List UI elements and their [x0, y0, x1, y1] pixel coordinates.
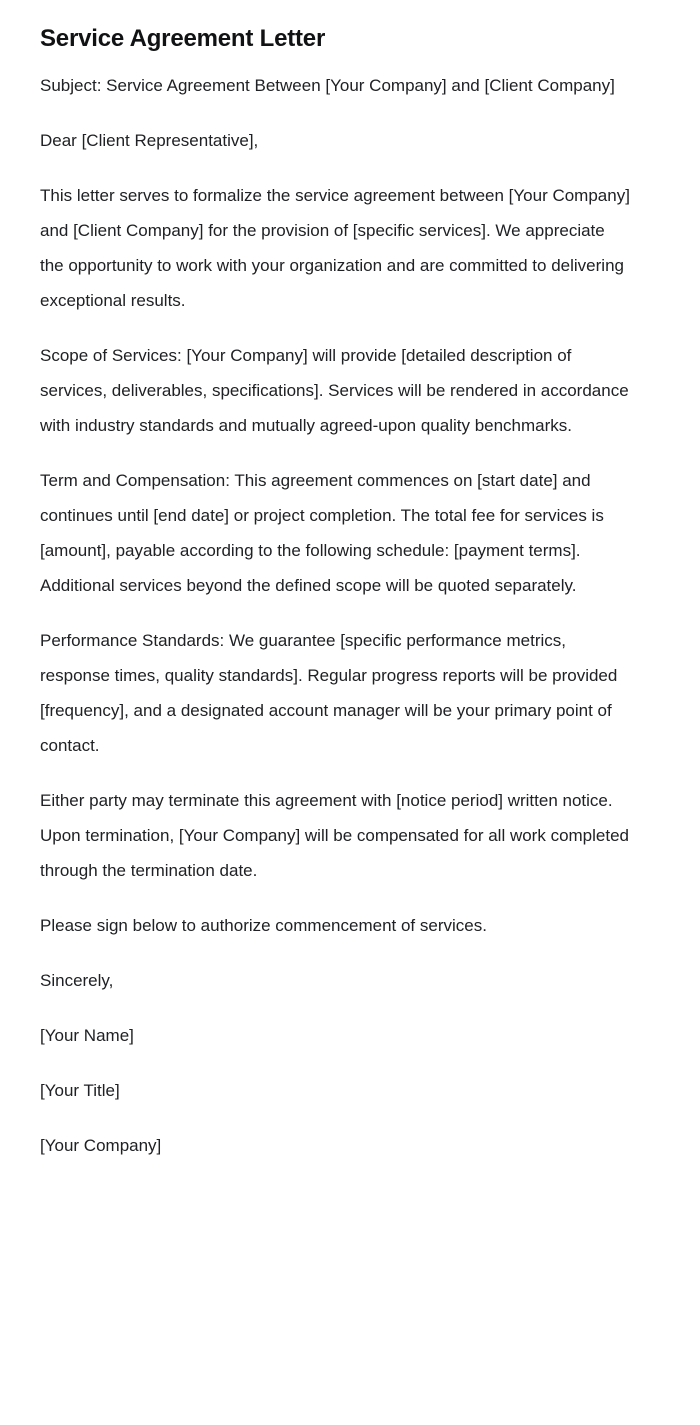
- scope-of-services-paragraph: Scope of Services: [Your Company] will provide [detailed description of services, deliverables, specifications]. Services will be rendered in accordance with industry standards and mutually agreed-upon quality benchmarks.: [40, 346, 629, 435]
- term-and-compensation-paragraph: Term and Compensation: This agreement commences on [start date] and continues until [end date] or project completion. The total fee for services is [amount], payable according to the following schedule: [payment terms]. Additional services beyond the defined scope will be quoted separately.: [40, 471, 604, 595]
- closing: Sincerely,: [40, 971, 114, 990]
- salutation: Dear [Client Representative],: [40, 131, 259, 150]
- termination-paragraph: Either party may terminate this agreement with [notice period] written notice. Upon termination, [Your Company] will be compensated for all work completed through the termination date.: [40, 791, 629, 880]
- intro-paragraph: This letter serves to formalize the service agreement between [Your Company] and [Client Company] for the provision of [specific services]. We appreciate the opportunity to work with your organization and are committed to delivering exceptional results.: [40, 186, 630, 310]
- performance-standards-paragraph: Performance Standards: We guarantee [specific performance metrics, response times, quality standards]. Regular progress reports will be provided [frequency], and a designated account manager will be your primary point of contact.: [40, 631, 618, 755]
- subject-line: Subject: Service Agreement Between [Your Company] and [Client Company]: [40, 76, 615, 95]
- signature-title: [Your Title]: [40, 1081, 120, 1100]
- signature-company: [Your Company]: [40, 1136, 162, 1155]
- signature-name: [Your Name]: [40, 1026, 134, 1045]
- signature-request: Please sign below to authorize commencement of services.: [40, 916, 487, 935]
- page-title: Service Agreement Letter: [40, 25, 326, 52]
